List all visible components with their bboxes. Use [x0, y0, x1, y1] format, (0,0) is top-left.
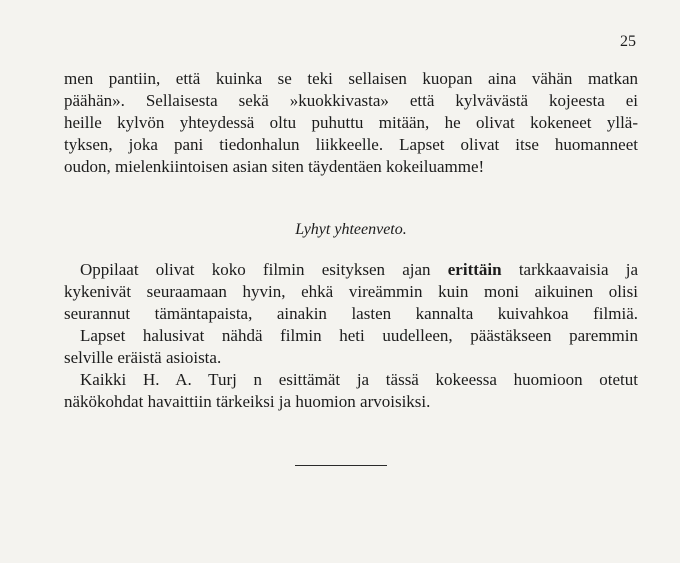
text-line: kykenivät seuraamaan hyvin, ehkä vireämmin kuin moni aikuinen olisi — [64, 282, 638, 301]
text-line: Kaikki H. A. Turj n esittämät ja tässä kokeessa huomioon otetut — [80, 370, 638, 389]
text-line: seurannut tämäntapaista, ainakin lasten kannalta kuivahkoa filmiä. — [64, 304, 638, 323]
text-line: päähän». Sellaisesta sekä »kuokkivasta» että kylvävästä kojeesta ei — [64, 91, 638, 110]
text-line: oudon, mielenkiintoisen asian siten täydentäen kokeiluamme! — [64, 157, 485, 176]
text-line: Lapset halusivat nähdä filmin heti uudelleen, päästäkseen paremmin — [80, 326, 638, 345]
paragraph-intro — [64, 68, 638, 178]
page-number: 25 — [620, 33, 636, 50]
text-line — [64, 259, 638, 281]
text-line: selville eräistä asioista. — [64, 348, 222, 367]
emphasized-word: erittäin — [447, 260, 502, 279]
section-heading: Lyhyt yhteenveto. — [295, 221, 407, 238]
text-segment: tarkkaavaisia ja — [518, 260, 638, 279]
text-line: heille kylvön yhteydessä oltu puhuttu mitään, he olivat kokeneet yllä- — [64, 113, 638, 132]
text-line: men pantiin, että kuinka se teki sellaisen kuopan aina vähän matkan — [64, 69, 638, 88]
text-segment: Oppilaat olivat koko filmin esityksen ajan — [80, 260, 431, 279]
text-line: näkökohdat havaittiin tärkeiksi ja huomion arvoisiksi. — [64, 392, 431, 411]
paragraph-summary — [64, 259, 638, 413]
section-divider — [295, 465, 387, 466]
text-line: tyksen, joka pani tiedonhalun liikkeelle. Lapset olivat itse huomanneet — [64, 135, 638, 154]
